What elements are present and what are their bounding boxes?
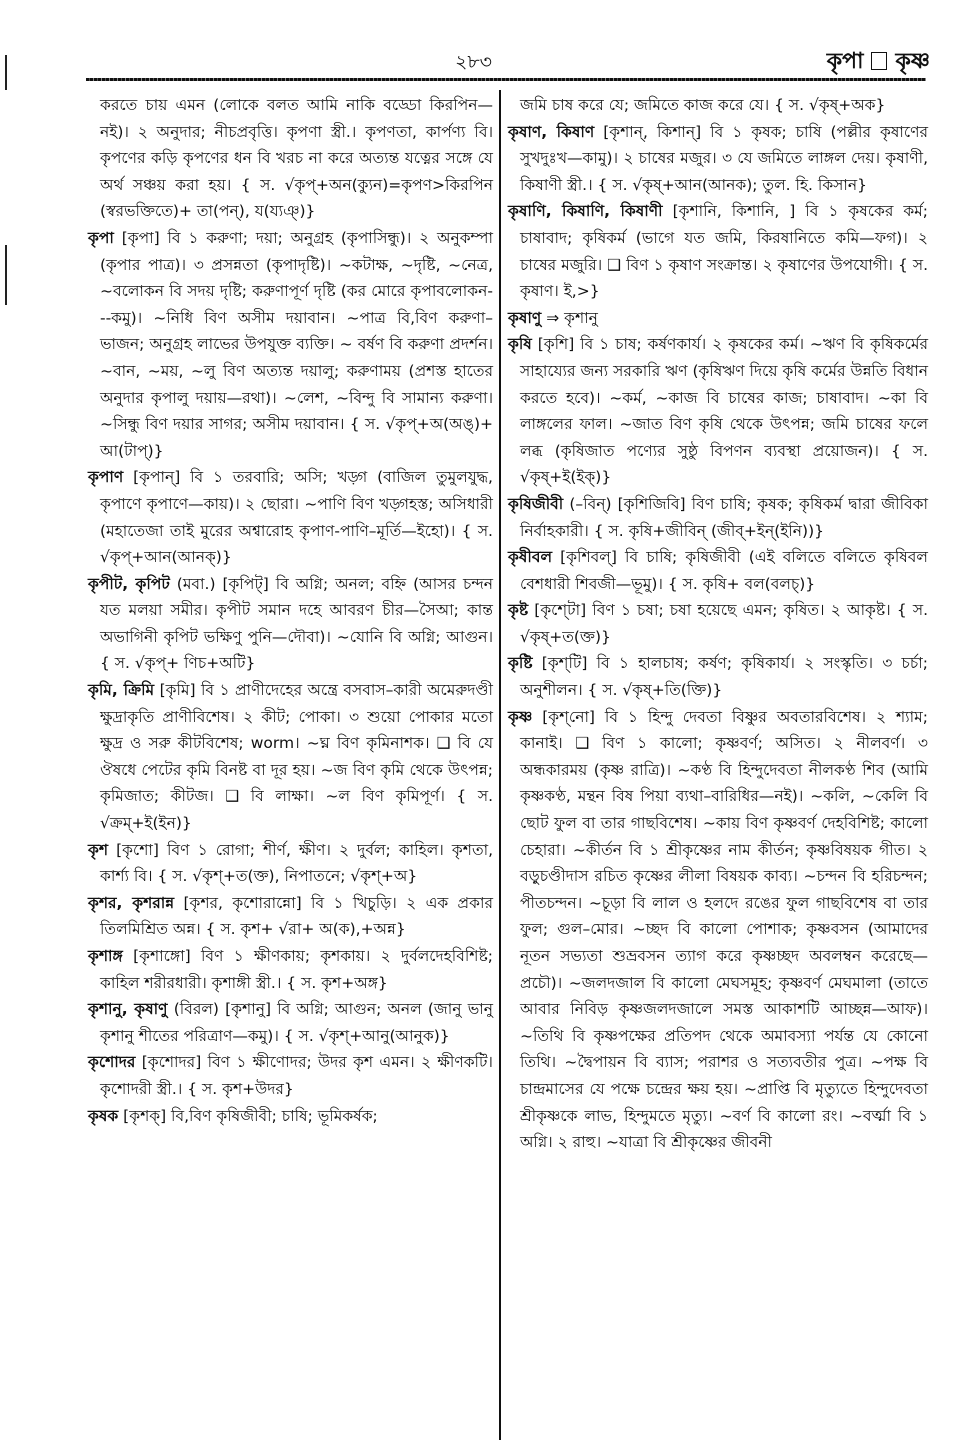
entry-definition: [কৃশাঙ্গো] বিণ ১ ক্ষীণকায়; কৃশকায়। ২ দুর্বলদেহবিশিষ্ট; কাহিল শরীরধারী। কৃশাঙ্গী স্ত্রী.। { স. কৃশ+অঙ্গ} [100,947,493,992]
entry-definition: জমি চাষ করে যে; জমিতে কাজ করে যে। { স. √কৃষ্+অক} [520,96,886,114]
entry-definition: [কৃশোদর] বিণ ১ ক্ষীণোদর; উদর কৃশ এমন। ২ ক্ষীণকটি। কৃশোদরী স্ত্রী.। { স. কৃশ+উদর} [100,1053,493,1098]
dictionary-entry [88,464,493,570]
scan-edge-mark [5,55,7,90]
entry-headword: কৃশর, কৃশরান্ন [88,893,175,912]
entry-headword: কৃষ্টি [508,654,533,673]
dictionary-entry [88,92,493,225]
dictionary-entry [508,331,928,491]
entry-definition: (–বিন্) [কৃশিজিবি] বিণ চাষি; কৃষক; কৃষিকর্ম দ্বারা জীবিকা নির্বাহকারী। { স. কৃষি+জীবিন্ (জীব্+ইন্(ইনি))} [520,494,928,540]
page-number: ২৮৩ [455,51,493,73]
column-divider [499,90,501,1440]
entry-definition: [কৃশি] বি ১ চাষ; কর্ষণকার্য। ২ কৃষকের কর্ম। ~ঋণ বি কৃষিকর্মের সাহায্যের জন্য সরকারি ঋণ (কৃষিঋণ দিয়ে কৃষি কর্মের উন্নতি বিধান করতে হবে)। ~কর্ম, ~কাজ বি চাষের কাজ; চাষাবাদ। ~কা বি লাঙ্গলের ফাল। ~জাত বিণ কৃষি থেকে উৎপন্ন; জমি চাষের ফলে লব্ধ (কৃষিজাত পণ্যের সুষ্ঠু বিপণন ব্যবস্থা প্রয়োজন)। { স. √কৃষ্+ই(ইক্)} [520,335,928,487]
entry-definition: [কৃশ্টো] বিণ ১ চষা; চষা হয়েছে এমন; কৃষিত। ২ আকৃষ্ট। { স. √কৃষ্+ত(ক্ত)} [520,601,928,646]
dictionary-entry [88,1103,493,1130]
entry-headword: কৃষাণ, কিষাণ [508,122,595,141]
entry-definition: [কৃশ্‌টি] বি ১ হালচাষ; কর্ষণ; কৃষিকার্য। ২ সংস্কৃতি। ৩ চর্চা; অনুশীলন। { স. √কৃষ্+তি(ক্তি)} [520,654,928,700]
dictionary-entry [88,837,493,890]
entry-headword: কৃষিজীবী [508,494,564,513]
square-separator-icon [871,52,887,70]
dictionary-entry [88,225,493,464]
page-header [80,40,930,80]
dictionary-entry [88,571,493,677]
entry-definition: [কৃশর, কৃশোরান্নো] বি ১ খিচুড়ি। ২ এক প্রকার তিলমিশ্রিত অন্ন। { স. কৃশ+ √রা+ অ(ক),+অন্ন} [100,893,493,939]
entry-headword: কৃষি [508,335,532,354]
dictionary-entry [88,890,493,943]
entry-headword: কৃশোদর [88,1053,136,1072]
dictionary-entry [508,597,928,650]
entry-headword: কৃষীবল [508,548,553,567]
entry-definition: [কৃমি] বি ১ প্রাণীদেহের অন্ত্রে বসবাস–কারী অমেরুদণ্ডী ক্ষুদ্রাকৃতি প্রাণীবিশেষ। ২ কীট; পোকা। ৩ শুয়ো পোকার মতো ক্ষুদ্র ও সরু কীটবিশেষ; worm। ~ঘ্ন বিণ কৃমিনাশক। ❑ বি যে ঔষধে পেটের কৃমি বিনষ্ট বা দূর হয়। ~জ বিণ কৃমি থেকে উৎপন্ন; কৃমিজাত; কীটজ। ❑ বি লাক্ষা। ~ল বিণ কৃমিপূর্ণ। { স. √ক্রম্+ই(ইন)} [100,681,493,833]
entry-headword: কৃশ [88,840,109,859]
entry-definition: [কৃশো] বিণ ১ রোগা; শীর্ণ, ক্ষীণ। ২ দুর্বল; কাহিল। কৃশতা, কার্শ্য বি। { স. √কৃশ্+ত(ক্ত), নিপাতনে; √কৃশ্+অ} [100,840,493,886]
entry-definition: (মবা.) [কৃপিট্] বি অগ্নি; অনল; বহ্নি (আসর চন্দন যত মলয়া সমীর। কৃপীট সমান দহে আবরণ চীর—সৈআ; কান্ত অভাগিনী কৃপিট ভক্ষিণু পুনি—দৌবা)। ~যোনি বি অগ্নি; আগুন। { স. √কৃপ্+ ণিচ+অটি} [100,574,494,673]
entry-headword: কৃষ্ট [508,601,529,620]
dictionary-entry [508,704,928,1156]
entry-definition: [কৃশানি, কিশানি, ] বি ১ কৃষকের কর্ম; চাষাবাদ; কৃষিকর্ম (ভাগে যত জমি, কিরষানিতে কমি—ফগ)। ২ চাষের মজুরি। ❑ বিণ ১ কৃষাণ সংক্রান্ত। ২ কৃষাণের উপযোগী। { স. কৃষাণ। ই,>} [520,202,928,301]
entry-headword: কৃপা [88,228,114,247]
right-column [508,92,928,1156]
dictionary-entry [88,677,493,837]
dictionary-entry [88,1049,493,1102]
entry-definition: [কৃশক্] বি,বিণ কৃষিজীবী; চাষি; ভূমিকর্ষক; [123,1106,378,1125]
guide-first-word: কৃপা [826,49,864,74]
entry-definition: [কৃশিবল্] বি চাষি; কৃষিজীবী (এই বলিতে বলিতে কৃষিবল বেশধারী শিবজী—ভূমু)। { স. কৃষি+ বল(বলচ্)} [520,548,928,593]
guide-words [827,44,930,81]
scan-edge-mark [5,245,7,305]
entry-definition: [কৃশান্, কিশান্] বি ১ কৃষক; চাষি (পল্লীর কৃষাণের সুখদুঃখ—কামু)। ২ চাষের মজুর। ৩ যে জমিতে লাঙ্গল দেয়। কৃষাণী, কিষাণী স্ত্রী.। { স. √কৃষ্+আন(আনক); তুল. হি. কিসান} [520,122,928,194]
entry-definition: [কৃপান্] বি ১ তরবারি; অসি; খড়্গ (বাজিল তুমুলযুদ্ধ, কৃপাণে কৃপাণে—কায়)। ২ ছোরা। ~পাণি বিণ খড়্গহস্ত; অসিধারী (মহাতেজা তাই মুরের অশ্বারোহ কৃপাণ-পাণি–মূর্তি—ইহো)। { স. √কৃপ্+আন(আনক্)} [100,468,493,567]
dictionary-entry [88,943,493,996]
entry-definition: করতে চায় এমন (লোকে বলত আমি নাকি বড্ডো কিরপিন—নই)। ২ অনুদার; নীচপ্রবৃত্তি। কৃপণা স্ত্রী.। কৃপণতা, কার্পণ্য বি। কৃপণের কড়ি কৃপণের ধন বি খরচ না করে অত্যন্ত যত্নের সঙ্গে যে অর্থ সঞ্চয় করা হয়। { স. √কৃপ্+অন(ক্যুন)=কৃপণ>কিরপিন (স্বরভক্তিতে)+ তা(পন্), য(য্যঞ্)} [100,96,493,221]
entry-definition: ⇒ কৃশানু [546,308,598,327]
header-rule [86,78,926,81]
dictionary-entry [88,996,493,1049]
entry-definition: [কৃপা] বি ১ করুণা; দয়া; অনুগ্রহ (কৃপাসিন্ধু)। ২ অনুকম্পা (কৃপার পাত্র)। ৩ প্রসন্নতা (কৃপাদৃষ্টি)। ~কটাক্ষ, ~দৃষ্টি, ~নেত্র, ~বলোকন বি সদয় দৃষ্টি; করুণাপূর্ণ দৃষ্টি (কর মোরে কৃপাবলোকন---কমু)। ~নিধি বিণ অসীম দয়াবান। ~পাত্র বি,বিণ করুণা–ভাজন; অনুগ্রহ লাভের উপযুক্ত ব্যক্তি। ~ বর্ষণ বি করুণা প্রদর্শন। ~বান, ~ময়, ~লু বিণ অত্যন্ত দয়ালু; করুণাময় (প্রশস্ত হাতের অনুদার কৃপালু দয়ায়—রথা)। ~লেশ, ~বিন্দু বি সামান্য করুণা। ~সিন্ধু বিণ দয়ার সাগর; অসীম দয়াবান। { স. √কৃপ্+অ(অঙ্)+ আ(টাপ্)} [100,228,493,460]
dictionary-entry [508,650,928,703]
entry-headword: কৃশানু, কৃষাণু [88,1000,168,1019]
entry-headword: কৃষাণু [508,308,542,327]
entry-headword: কৃষ্ণ [508,707,533,726]
entry-headword: কৃশাঙ্গ [88,947,123,965]
entry-definition: (বিরল) [কৃশানু] বি অগ্নি; আগুন; অনল (জানু ভানু কৃশানু শীতের পরিত্রাণ—কমু)। { স. √কৃশ্+আনু(আনুক)} [100,1000,493,1045]
dictionary-entry [508,92,928,119]
dictionary-entry [508,198,928,304]
entry-definition: [কৃশ্‌নো] বি ১ হিন্দু দেবতা বিষ্ণুর অবতারবিশেষ। ২ শ্যাম; কানাই। ❑ বিণ ১ কালো; কৃষ্ণবর্ণ; অসিত। ২ নীলবর্ণ। ৩ অন্ধকারময় (কৃষ্ণ রাত্রি)। ~কণ্ঠ বি হিন্দুদেবতা নীলকণ্ঠ শিব (আমি কৃষ্ণকণ্ঠ, মন্থন বিষ পিয়া ব্যথা–বারিধির—নই)। ~কলি, ~কেলি বি ছোট ফুল বা তার গাছবিশেষ। ~কায় বিণ কৃষ্ণবর্ণ দেহবিশিষ্ট; কালো চেহারা। ~কীর্তন বি ১ শ্রীকৃষ্ণের নাম কীর্তন; কৃষ্ণবিষয়ক গীত। ২ বড়ুচণ্ডীদাস রচিত কৃষ্ণের লীলা বিষয়ক কাব্য। ~চন্দন বি হরিচন্দন; পীতচন্দন। ~চূড়া বি লাল ও হলদে রঙের ফুল গাছবিশেষ বা তার ফুল; গুল–মোর। ~চ্ছদ বি কালো পোশাক; কৃষ্ণবসন (আমাদের নূতন সভ্যতা শুভ্রবসন ত্যাগ করে কৃষ্ণচ্ছদ অবলম্বন করেছে—প্রচৌ)। ~জলদজাল বি কালো মেঘসমূহ; কৃষ্ণবর্ণ মেঘমালা (তাতে আবার নিবিড় কৃষ্ণজলদজালে সমস্ত আকাশটি আচ্ছন্ন—আফ)। ~তিথি বি কৃষ্ণপক্ষের প্রতিপদ থেকে অমাবস্যা পর্যন্ত যে কোনো তিথি। ~দ্বৈপায়ন বি ব্যাস; পরাশর ও সত্যবতীর পুত্র। ~পক্ষ বি চান্দ্রমাসের যে পক্ষে চন্দ্রের ক্ষয় হয়। ~প্রাপ্তি বি মৃত্যুতে হিন্দুদেবতা শ্রীকৃষ্ণকে লাভ, হিন্দুমতে মৃত্যু। ~বর্ণ বি কালো রং। ~বর্ত্মা বি ১ অগ্নি। ২ রাহু। ~যাত্রা বি শ্রীকৃষ্ণের জীবনী [520,707,928,1152]
dictionary-entry [508,305,928,332]
entry-headword: কৃমি, ক্রিমি [88,681,155,700]
dictionary-entry [508,491,928,544]
entry-headword: কৃষক [88,1106,119,1125]
guide-last-word: কৃষ্ণ [895,49,930,74]
entry-headword: কৃপাণ [88,468,124,487]
entry-headword: কৃষাণি, কিষাণি, কিষাণী [508,202,663,221]
left-column [88,92,493,1129]
dictionary-entry [508,544,928,597]
entry-headword: কৃপীট, কৃপিট [88,574,170,593]
dictionary-entry [508,119,928,199]
